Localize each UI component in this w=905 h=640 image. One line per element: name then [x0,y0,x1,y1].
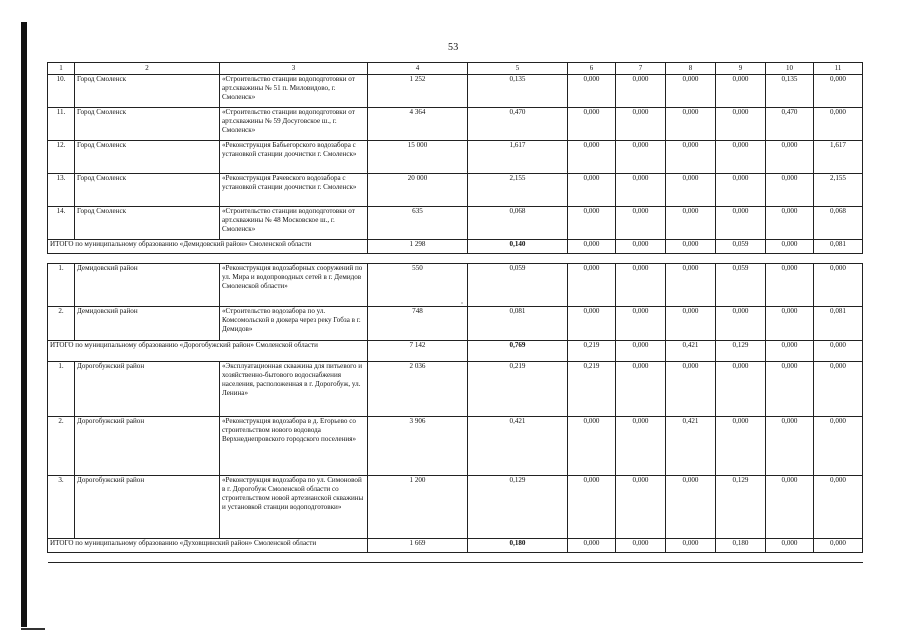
value-c11: 0,068 [814,207,863,240]
row-number: 12. [48,141,75,174]
value-c6: 0,000 [568,539,616,553]
table-body [48,63,863,563]
value-c6: 0,219 [568,362,616,417]
project-description: «Строительство станции водоподготовки от арт.скважины № 59 Досуговское ш., г. Смоленск» [220,108,368,141]
value-c10: 0,470 [766,108,814,141]
value-c9: 0,059 [716,240,766,254]
col-num-4: 4 [368,63,468,75]
value-c5: 0,421 [468,417,568,476]
row-number: 1. [48,264,75,307]
value-c9: 0,180 [716,539,766,553]
value-c4: 2 036 [368,362,468,417]
project-description: «Реконструкция Бабьегорского водозабора с установкой станции доочистки г. Смоленск» [220,141,368,174]
row-number: 2. [48,307,75,341]
value-c8: 0,000 [666,141,716,174]
value-c7: 0,000 [616,539,666,553]
total-label: ИТОГО по муниципальному образованию «Духовщинский район» Смоленской области [48,539,368,553]
value-c5: 1,617 [468,141,568,174]
value-c9: 0,059 [716,264,766,307]
value-c7: 0,000 [616,141,666,174]
value-c5: 0,140 [468,240,568,254]
project-description: «Строительство станции водоподготовки от арт.скважины № 51 п. Миловидово, г. Смоленск» [220,75,368,108]
value-c11: 0,000 [814,264,863,307]
binding-edge [21,22,27,627]
value-c10: 0,000 [766,307,814,341]
table-row [48,174,863,207]
col-num-6: 6 [568,63,616,75]
value-c4: 3 906 [368,417,468,476]
value-c4: 4 364 [368,108,468,141]
spacer-cell [48,254,863,264]
value-c7: 0,000 [616,207,666,240]
value-c9: 0,000 [716,207,766,240]
total-row [48,240,863,254]
col-num-5: 5 [468,63,568,75]
value-c10: 0,000 [766,341,814,362]
value-c11: 0,000 [814,341,863,362]
value-c7: 0,000 [616,75,666,108]
municipality-name: Дорогобужский район [75,476,220,539]
value-c7: 0,000 [616,174,666,207]
table-row [48,417,863,476]
value-c8: 0,000 [666,264,716,307]
value-c6: 0,000 [568,307,616,341]
value-c9: 0,000 [716,417,766,476]
value-c10: 0,000 [766,476,814,539]
project-description: «Реконструкция водозаборных сооружений по ул. Мира и водопроводных сетей в г. Демидов Смоленской области» [220,264,368,307]
binding-foot [21,628,45,630]
value-c10: 0,000 [766,141,814,174]
project-description: «Строительство станции водоподготовки от арт.скважины № 48 Московское ш., г. Смоленск» [220,207,368,240]
row-number: 13. [48,174,75,207]
column-number-row [48,63,863,75]
value-c6: 0,000 [568,207,616,240]
project-description: «Строительство водозабора по ул. Комсомольской в дюкера через реку Гобза в г. Демидов» [220,307,368,341]
total-row [48,539,863,553]
value-c5: 0,470 [468,108,568,141]
value-c6: 0,219 [568,341,616,362]
value-c7: 0,000 [616,108,666,141]
value-c9: 0,000 [716,75,766,108]
municipality-name: Город Смоленск [75,75,220,108]
value-c4: 20 000 [368,174,468,207]
value-c7: 0,000 [616,240,666,254]
value-c11: 0,000 [814,417,863,476]
value-c8: 0,000 [666,362,716,417]
value-c4: 635 [368,207,468,240]
col-num-2: 2 [75,63,220,75]
municipality-name: Демидовский район [75,264,220,307]
municipality-name: Дорогобужский район [75,417,220,476]
value-c8: 0,000 [666,539,716,553]
table-row [48,108,863,141]
project-description: «Реконструкция водозабора по ул. Симоновой в г. Дорогобуж Смоленской области со строительством новой артезианской скважины и установкой станции водоподготовки» [220,476,368,539]
value-c8: 0,000 [666,476,716,539]
value-c11: 0,081 [814,307,863,341]
value-c6: 0,000 [568,75,616,108]
col-num-1: 1 [48,63,75,75]
municipality-name: Демидовский район [75,307,220,341]
row-number: 3. [48,476,75,539]
row-number: 2. [48,417,75,476]
value-c10: 0,000 [766,417,814,476]
value-c9: 0,000 [716,108,766,141]
row-number: 14. [48,207,75,240]
value-c4: 1 252 [368,75,468,108]
value-c8: 0,421 [666,341,716,362]
col-num-11: 11 [814,63,863,75]
value-c6: 0,000 [568,141,616,174]
value-c6: 0,000 [568,240,616,254]
value-c9: 0,129 [716,476,766,539]
value-c4: 15 000 [368,141,468,174]
col-num-10: 10 [766,63,814,75]
table-row [48,264,863,307]
project-description: «Реконструкция водозабора в д. Егорьево со строительством нового водовода Верхнеднепровского городского поселения» [220,417,368,476]
value-c10: 0,000 [766,362,814,417]
value-c11: 0,000 [814,75,863,108]
row-number: 10. [48,75,75,108]
value-c7: 0,000 [616,264,666,307]
value-c8: 0,000 [666,75,716,108]
value-c9: 0,000 [716,174,766,207]
spacer-row [48,254,863,264]
total-row [48,341,863,362]
row-number: 11. [48,108,75,141]
project-description: «Реконструкция Рачевского водозабора с установкой станции доочистки г. Смоленск» [220,174,368,207]
value-c10: 0,000 [766,264,814,307]
value-c4: 1 669 [368,539,468,553]
value-c10: 0,000 [766,207,814,240]
value-c11: 0,000 [814,539,863,553]
value-c5: 0,219 [468,362,568,417]
value-c6: 0,000 [568,264,616,307]
value-c11: 2,155 [814,174,863,207]
value-c4: 1 200 [368,476,468,539]
value-c11: 0,000 [814,476,863,539]
table-row [48,362,863,417]
municipality-name: Город Смоленск [75,108,220,141]
value-c8: 0,000 [666,207,716,240]
value-c9: 0,000 [716,141,766,174]
col-num-8: 8 [666,63,716,75]
value-c8: 0,421 [666,417,716,476]
value-c4: 550 [368,264,468,307]
value-c10: 0,000 [766,240,814,254]
value-c7: 0,000 [616,417,666,476]
municipality-name: Город Смоленск [75,141,220,174]
value-c5: 2,155 [468,174,568,207]
value-c6: 0,000 [568,417,616,476]
value-c5: 0,135 [468,75,568,108]
value-c8: 0,000 [666,174,716,207]
spacer-row [48,553,863,563]
value-c7: 0,000 [616,476,666,539]
page-number: 53 [448,42,459,53]
table-row [48,476,863,539]
value-c5: 0,769 [468,341,568,362]
value-c10: 0,000 [766,174,814,207]
value-c10: 0,000 [766,539,814,553]
value-c8: 0,000 [666,108,716,141]
table-row [48,207,863,240]
value-c9: 0,000 [716,362,766,417]
value-c7: 0,000 [616,307,666,341]
value-c6: 0,000 [568,108,616,141]
value-c11: 0,081 [814,240,863,254]
value-c4: 7 142 [368,341,468,362]
value-c9: 0,000 [716,307,766,341]
value-c11: 0,000 [814,362,863,417]
financing-table [47,62,863,563]
municipality-name: Дорогобужский район [75,362,220,417]
total-label: ИТОГО по муниципальному образованию «Дорогобужский район» Смоленской области [48,341,368,362]
value-c9: 0,129 [716,341,766,362]
row-number: 1. [48,362,75,417]
value-c8: 0,000 [666,240,716,254]
value-c5: 0,081 [468,307,568,341]
col-num-3: 3 [220,63,368,75]
value-c8: 0,000 [666,307,716,341]
col-num-9: 9 [716,63,766,75]
table-row [48,307,863,341]
value-c4: 1 298 [368,240,468,254]
table-row [48,75,863,108]
value-c6: 0,000 [568,476,616,539]
total-label: ИТОГО по муниципальному образованию «Демидовский район» Смоленской области [48,240,368,254]
value-c5: 0,129 [468,476,568,539]
col-num-7: 7 [616,63,666,75]
value-c11: 0,000 [814,108,863,141]
value-c5: 0,180 [468,539,568,553]
municipality-name: Город Смоленск [75,174,220,207]
value-c7: 0,000 [616,341,666,362]
value-c10: 0,135 [766,75,814,108]
value-c7: 0,000 [616,362,666,417]
value-c6: 0,000 [568,174,616,207]
value-c5: 0,068 [468,207,568,240]
value-c11: 1,617 [814,141,863,174]
spacer-cell [48,553,863,563]
municipality-name: Город Смоленск [75,207,220,240]
value-c5: 0,059 [468,264,568,307]
project-description: «Эксплуатационная скважина для питьевого и хозяйственно-бытового водоснабжения населения, расположенная в г. Дорогобуж, ул. Ленина» [220,362,368,417]
table-row [48,141,863,174]
value-c4: 748 [368,307,468,341]
